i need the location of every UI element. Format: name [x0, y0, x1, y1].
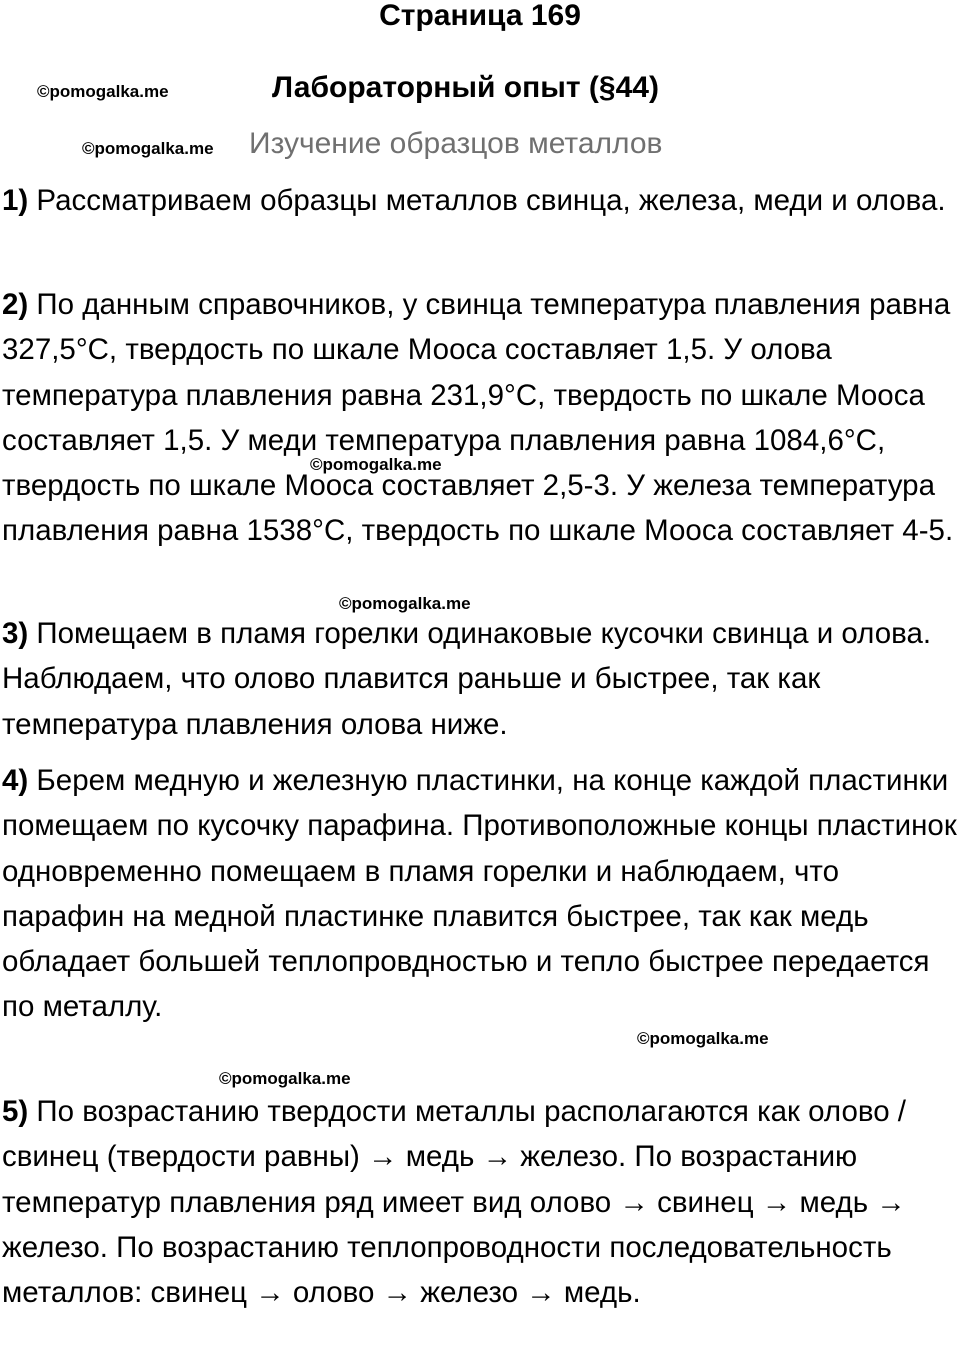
item-number: 2)	[2, 288, 29, 321]
watermark: ©pomogalka.me	[82, 139, 214, 158]
subtitle: Изучение образцов металлов	[249, 127, 663, 160]
item-number: 3)	[2, 617, 29, 650]
paragraph-5	[2, 1089, 958, 1315]
item-text: Рассматриваем образцы металлов свинца, железа, меди и олова.	[28, 184, 946, 217]
watermark: ©pomogalka.me	[310, 455, 442, 474]
lab-title: Лабораторный опыт (§44)	[272, 71, 659, 104]
watermark: ©pomogalka.me	[37, 82, 169, 101]
paragraph-4	[2, 758, 958, 1030]
paragraph-2	[2, 282, 958, 554]
paragraph-1	[2, 178, 958, 223]
item-text: Помещаем в пламя горелки одинаковые кусочки свинца и олова. Наблюдаем, что олово плавится раньше и быстрее, так как температура плавления олова ниже.	[2, 617, 932, 741]
page-title: Страница 169	[379, 0, 581, 32]
watermark: ©pomogalka.me	[219, 1069, 351, 1088]
paragraph-3	[2, 611, 958, 747]
item-text: По возрастанию твердости металлы располагаются как олово / свинец (твердости равны) → медь → железо. По возрастанию температур плавления ряд имеет вид олово → свинец → медь → железо. По возрастанию теплопроводности последовательность металлов: свинец → олово → железо → медь.	[2, 1095, 907, 1310]
item-number: 1)	[2, 184, 29, 217]
watermark: ©pomogalka.me	[339, 594, 471, 613]
watermark: ©pomogalka.me	[637, 1029, 769, 1048]
item-text: Берем медную и железную пластинки, на конце каждой пластинки помещаем по кусочку парафина. Противоположные концы пластинок одновременно помещаем в пламя горелки и наблюдаем, что парафин на медной пластинке плавится быстрее, так как медь обладает большей теплопровдностью и тепло быстрее передается по металлу.	[2, 764, 957, 1024]
item-text: По данным справочников, у свинца температура плавления равна 327,5°С, твердость по шкале Мооса составляет 1,5. У олова температура плавления равна 231,9°С, твердость по шкале Мооса составляет 1,5. У меди температура плавления равна 1084,6°С, твердость по шкале Мооса составляет 2,5-3. У железа температура плавления равна 1538°С, твердость по шкале Мооса составляет 4-5.	[2, 288, 954, 548]
item-number: 4)	[2, 764, 29, 797]
item-number: 5)	[2, 1095, 29, 1128]
